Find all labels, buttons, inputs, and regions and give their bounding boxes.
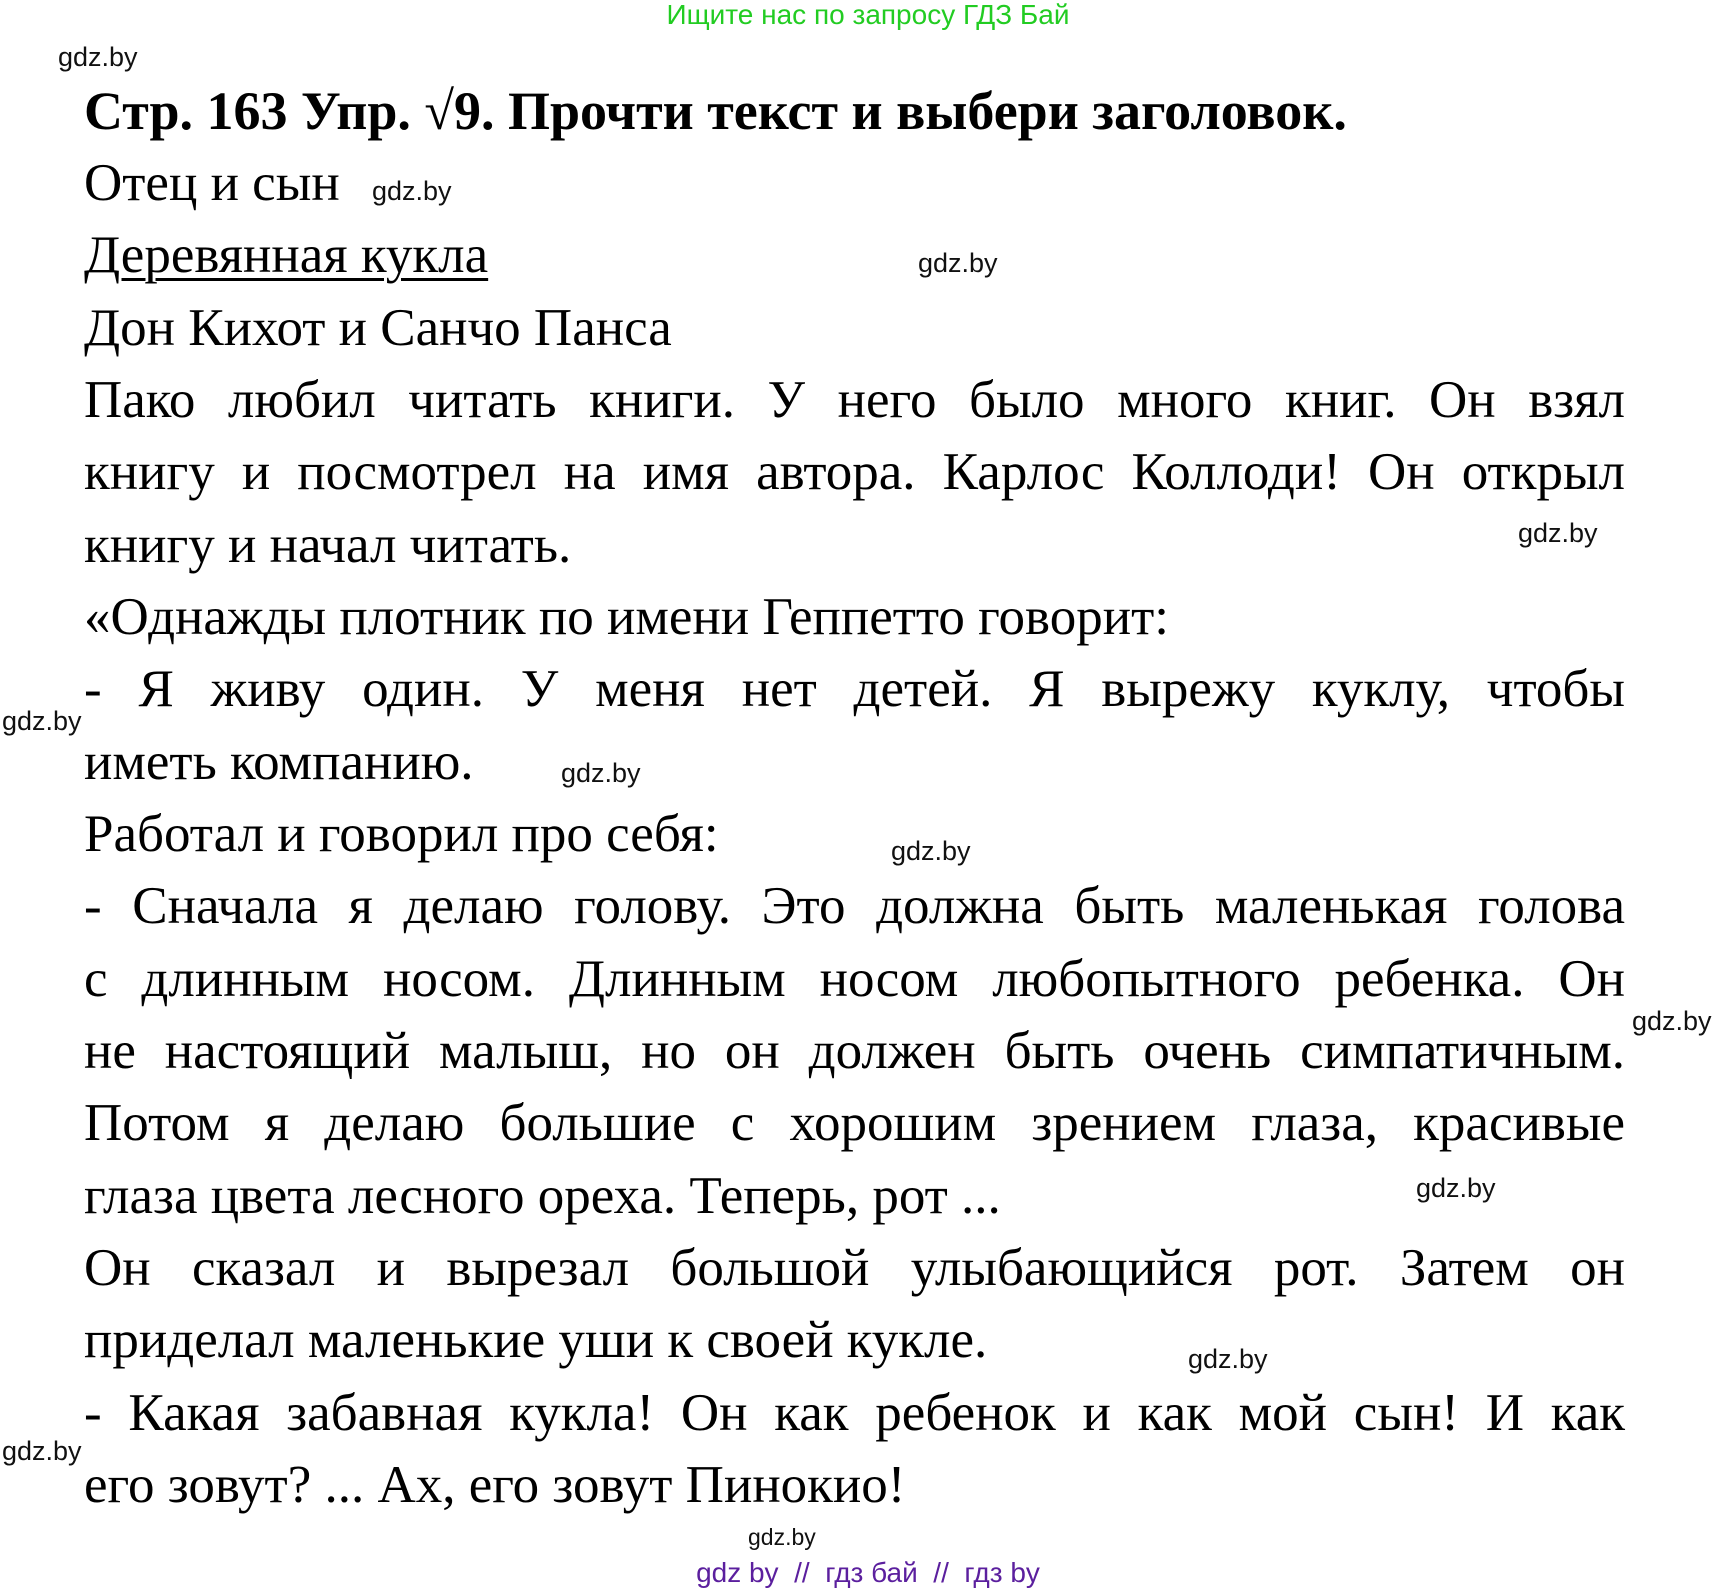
watermark: gdz.by	[372, 176, 452, 206]
text-line: книгу и посмотрел на имя автора. Карлос Коллоди! Он открыл	[84, 443, 1625, 501]
text-line: Потом я делаю большие с хорошим зрением глаза, красивые	[84, 1094, 1625, 1152]
text-line: глаза цвета лесного ореха. Теперь, рот ...	[84, 1167, 1001, 1225]
watermark: gdz.by	[1188, 1344, 1268, 1374]
text-line: с длинным носом. Длинным носом любопытного ребенка. Он	[84, 950, 1625, 1008]
option-father-and-son: Отец и сын	[84, 154, 340, 212]
watermark: gdz.by	[1416, 1173, 1496, 1203]
watermark: gdz.by	[891, 836, 971, 866]
watermark: gdz.by	[1518, 518, 1598, 548]
text-line: «Однажды плотник по имени Геппетто говорит:	[84, 588, 1169, 646]
text-line: - Я живу один. У меня нет детей. Я вырежу куклу, чтобы	[84, 660, 1625, 718]
text-line: иметь компанию.	[84, 733, 474, 791]
watermark: gdz.by	[2, 706, 82, 736]
option-don-quixote: Дон Кихот и Санчо Панса	[84, 299, 672, 357]
text-line: Пако любил читать книги. У него было много книг. Он взял	[84, 371, 1625, 429]
watermark: gdz.by	[1632, 1006, 1712, 1036]
text-line: Работал и говорил про себя:	[84, 805, 719, 863]
watermark: gdz.by	[561, 758, 641, 788]
text-line: Он сказал и вырезал большой улыбающийся рот. Затем он	[84, 1239, 1625, 1297]
watermark: gdz.by	[2, 1436, 82, 1466]
option-wooden-doll-selected: Деревянная кукла	[84, 226, 489, 284]
text-line: книгу и начал читать.	[84, 516, 572, 574]
footer-banner: gdz by // гдз бай // гдз by	[696, 1557, 1040, 1588]
text-line: его зовут? ... Ах, его зовут Пинокио!	[84, 1456, 906, 1514]
header-banner: Ищите нас по запросу ГДЗ Бай	[666, 0, 1070, 30]
watermark: gdz.by	[918, 248, 998, 278]
text-line: приделал маленькие уши к своей кукле.	[84, 1311, 988, 1369]
text-line: - Какая забавная кукла! Он как ребенок и как мой сын! И как	[84, 1384, 1625, 1442]
watermark: gdz.by	[58, 42, 138, 72]
watermark: gdz.by	[748, 1524, 816, 1550]
text-line: - Сначала я делаю голову. Это должна быть маленькая голова	[84, 877, 1625, 935]
text-line: не настоящий малыш, но он должен быть очень симпатичным.	[84, 1022, 1625, 1080]
page-title: Стр. 163 Упр. √9. Прочти текст и выбери заголовок.	[84, 81, 1347, 141]
